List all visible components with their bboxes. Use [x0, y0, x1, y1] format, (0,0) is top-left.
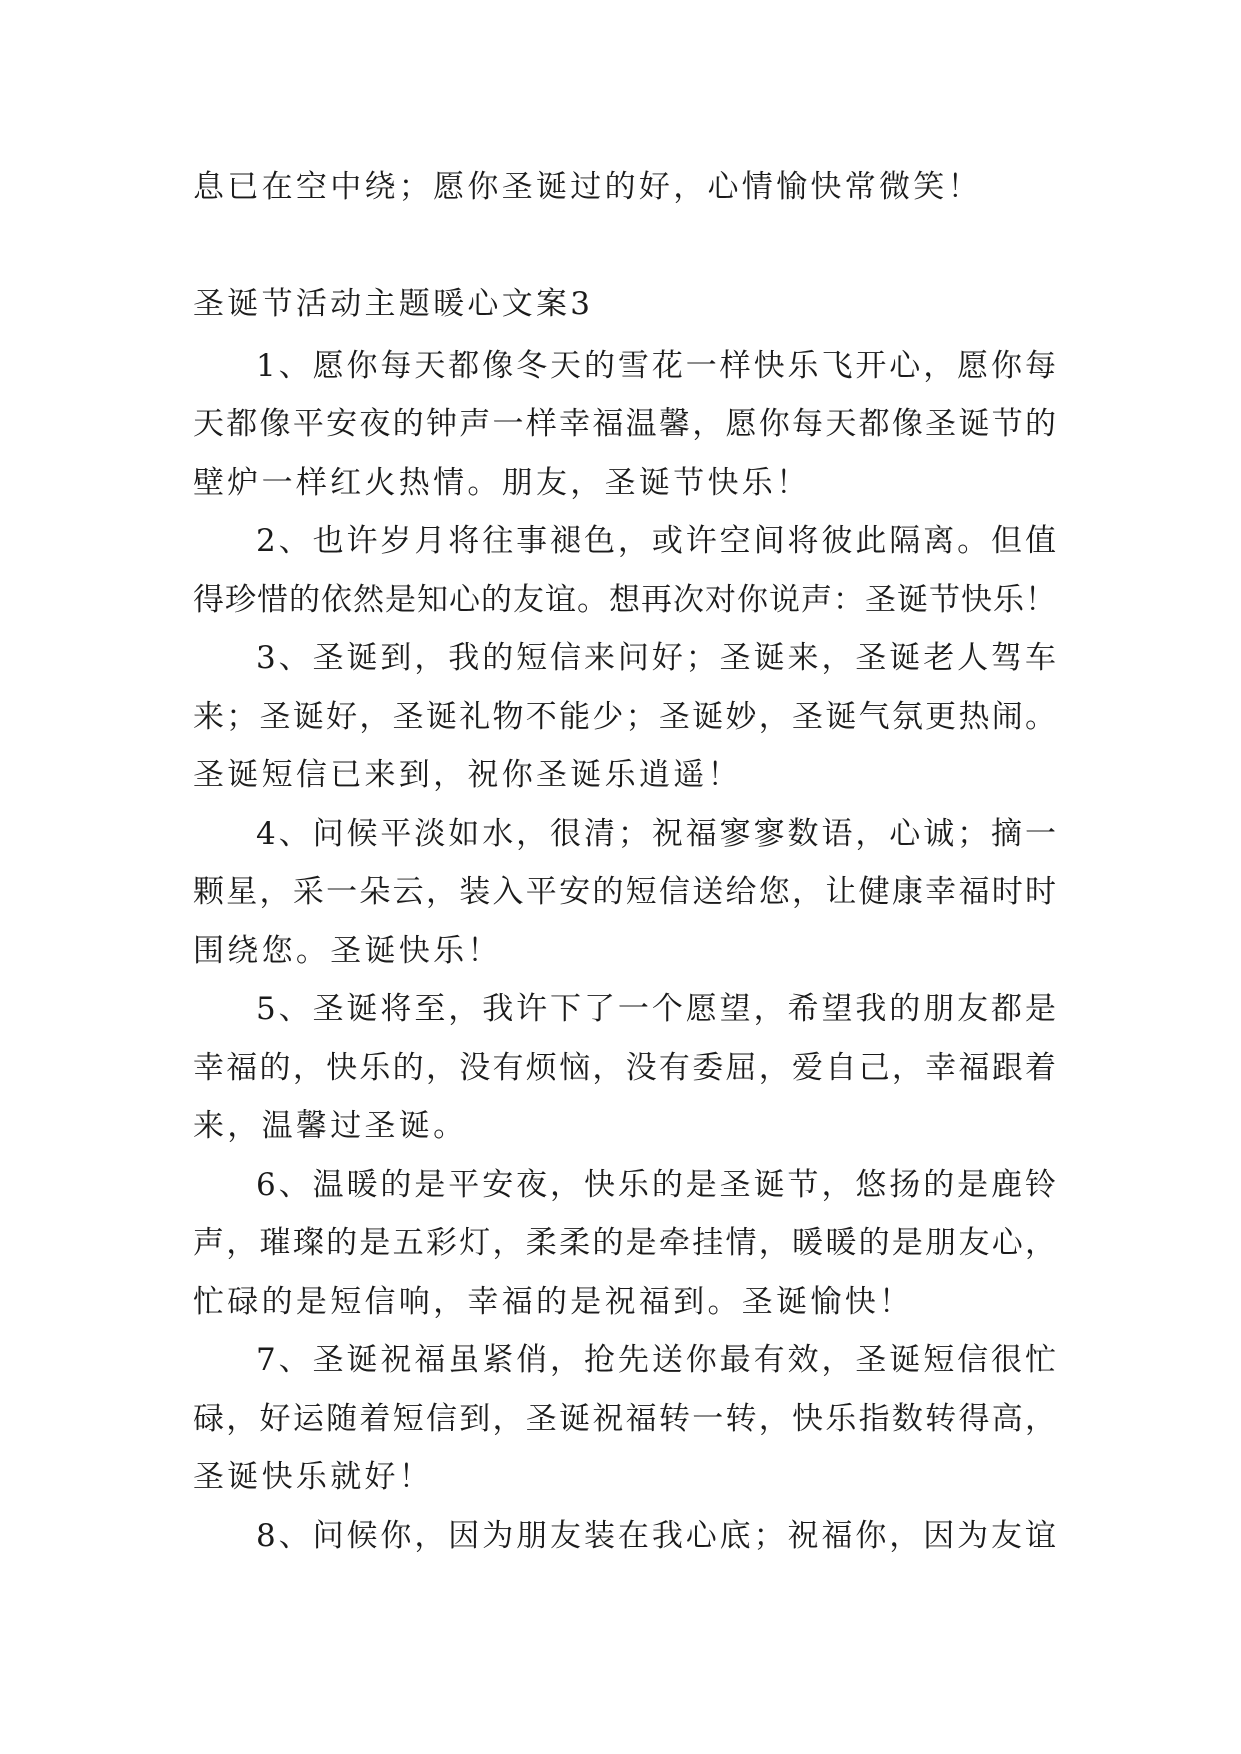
paragraph-7 [193, 1331, 1056, 1507]
paragraph-line: 围绕您。圣诞快乐！ [193, 932, 502, 969]
paragraph-line: 7、圣诞祝福虽紧俏，抢先送你最有效，圣诞短信很忙 [256, 1342, 1056, 1378]
paragraph-line: 5、圣诞将至，我许下了一个愿望，希望我的朋友都是 [256, 991, 1056, 1027]
paragraph-line: 2、也许岁月将往事褪色，或许空间将彼此隔离。但值 [256, 523, 1056, 559]
paragraph-line: 幸福的，快乐的，没有烦恼，没有委屈，爱自己，幸福跟着 [193, 1049, 1056, 1086]
paragraph-8 [193, 1507, 1056, 1566]
document-body [193, 158, 1056, 1565]
paragraph-line: 忙碌的是短信响，幸福的是祝福到。圣诞愉快！ [193, 1283, 914, 1320]
paragraph-1 [193, 337, 1056, 513]
paragraph-line: 得珍惜的依然是知心的友谊。想再次对你说声：圣诞节快乐！ [193, 581, 1056, 618]
paragraph-3 [193, 629, 1056, 805]
paragraph-line: 圣诞短信已来到，祝你圣诞乐逍遥！ [193, 757, 742, 793]
paragraph-line: 6、温暖的是平安夜，快乐的是圣诞节，悠扬的是鹿铃 [256, 1166, 1056, 1203]
paragraph-line: 1、愿你每天都像冬天的雪花一样快乐飞开心，愿你每 [256, 347, 1056, 384]
continuation-line: 息已在空中绕；愿你圣诞过的好，心情愉快常微笑！ [193, 169, 982, 205]
section-heading: 圣诞节活动主题暖心文案3 [193, 286, 594, 322]
paragraph-line: 来，温馨过圣诞。 [193, 1108, 468, 1144]
paragraph-line: 颗星，采一朵云，装入平安的短信送给您，让健康幸福时时 [193, 874, 1056, 910]
paragraph-line: 3、圣诞到，我的短信来问好；圣诞来，圣诞老人驾车 [256, 640, 1056, 676]
paragraph-list [193, 337, 1056, 1566]
paragraph-line: 声，璀璨的是五彩灯，柔柔的是牵挂情，暖暖的是朋友心， [193, 1225, 1056, 1261]
paragraph-4 [193, 805, 1056, 981]
paragraph-line: 来；圣诞好，圣诞礼物不能少；圣诞妙，圣诞气氛更热闹。 [193, 698, 1056, 735]
paragraph-line: 天都像平安夜的钟声一样幸福温馨，愿你每天都像圣诞节的 [193, 406, 1056, 442]
paragraph-5 [193, 980, 1056, 1156]
paragraph-2 [193, 512, 1056, 629]
paragraph-line: 碌，好运随着短信到，圣诞祝福转一转，快乐指数转得高， [193, 1400, 1056, 1437]
paragraph-line: 4、问候平淡如水，很清；祝福寥寥数语，心诚；摘一 [256, 815, 1056, 852]
paragraph-line: 壁炉一样红火热情。朋友，圣诞节快乐！ [193, 464, 811, 501]
paragraph-line: 8、问候你，因为朋友装在我心底；祝福你，因为友谊 [256, 1517, 1056, 1554]
paragraph-line: 圣诞快乐就好！ [193, 1459, 434, 1495]
paragraph-6 [193, 1156, 1056, 1332]
